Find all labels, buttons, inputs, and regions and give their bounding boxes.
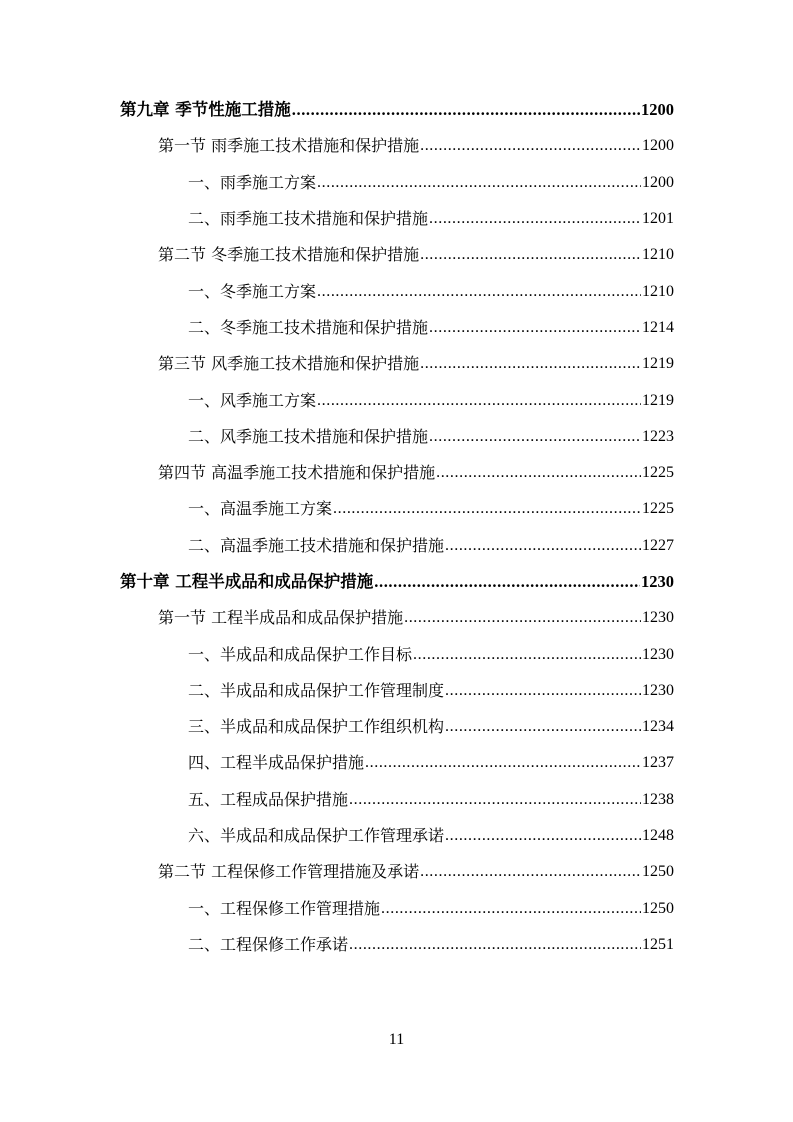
toc-entry[interactable] bbox=[0, 745, 793, 781]
toc-entry[interactable] bbox=[0, 528, 793, 564]
toc-entry-title: 一、半成品和成品保护工作目标 bbox=[188, 644, 413, 664]
toc-entry-title: 第二节 工程保修工作管理措施及承诺 bbox=[158, 862, 420, 882]
toc-dot-leader bbox=[374, 572, 640, 592]
toc-entry[interactable] bbox=[0, 273, 793, 309]
toc-entry[interactable] bbox=[0, 346, 793, 382]
toc-dot-leader bbox=[429, 209, 641, 229]
toc-dot-leader bbox=[349, 790, 641, 810]
toc-dot-leader bbox=[365, 753, 641, 773]
toc-entry-page: 1230 bbox=[642, 609, 674, 627]
toc-entry-title: 四、工程半成品保护措施 bbox=[188, 753, 365, 773]
toc-entry-page: 1201 bbox=[642, 210, 674, 228]
toc-dot-leader bbox=[429, 318, 641, 338]
toc-entry-title: 第十章 工程半成品和成品保护措施 bbox=[120, 572, 374, 591]
toc-dot-leader bbox=[292, 100, 640, 120]
toc-entry[interactable] bbox=[0, 455, 793, 491]
toc-dot-leader bbox=[445, 536, 641, 556]
toc-entry-page: 1200 bbox=[642, 137, 674, 155]
toc-entry-page: 1210 bbox=[642, 282, 674, 300]
toc-entry-page: 1238 bbox=[642, 790, 674, 808]
toc-entry[interactable] bbox=[0, 600, 793, 636]
toc-entry[interactable] bbox=[0, 854, 793, 890]
toc-entry[interactable] bbox=[0, 818, 793, 854]
toc-entry[interactable] bbox=[0, 564, 793, 600]
toc-entry[interactable] bbox=[0, 201, 793, 237]
toc-entry-title: 六、半成品和成品保护工作管理承诺 bbox=[188, 826, 445, 846]
toc-dot-leader bbox=[317, 391, 641, 411]
toc-entry-page: 1230 bbox=[642, 645, 674, 663]
toc-dot-leader bbox=[413, 645, 641, 665]
toc-entry[interactable] bbox=[0, 165, 793, 201]
toc-entry-page: 1251 bbox=[642, 935, 674, 953]
toc-entry-title: 第九章 季节性施工措施 bbox=[120, 100, 291, 120]
toc-entry-title: 一、工程保修工作管理措施 bbox=[188, 898, 381, 918]
toc-entry-page: 1237 bbox=[642, 754, 674, 772]
toc-entry-title: 二、雨季施工技术措施和保护措施 bbox=[188, 209, 429, 229]
toc-entry[interactable] bbox=[0, 419, 793, 455]
toc-dot-leader bbox=[420, 245, 641, 265]
toc-entry[interactable] bbox=[0, 709, 793, 745]
toc-dot-leader bbox=[436, 463, 641, 483]
toc-dot-leader bbox=[429, 427, 641, 447]
toc-entry-title: 第二节 冬季施工技术措施和保护措施 bbox=[158, 245, 420, 265]
toc-entry[interactable] bbox=[0, 237, 793, 273]
toc-dot-leader bbox=[420, 862, 641, 882]
toc-entry[interactable] bbox=[0, 891, 793, 927]
toc-entry-title: 第三节 风季施工技术措施和保护措施 bbox=[158, 354, 420, 374]
toc-entry-page: 1230 bbox=[642, 681, 674, 699]
toc-entry[interactable] bbox=[0, 673, 793, 709]
toc-entry-title: 二、高温季施工技术措施和保护措施 bbox=[188, 535, 445, 555]
toc-dot-leader bbox=[445, 681, 641, 701]
toc-entry-title: 第四节 高温季施工技术措施和保护措施 bbox=[158, 463, 436, 483]
toc-entry-title: 一、冬季施工方案 bbox=[188, 281, 317, 301]
toc-dot-leader bbox=[349, 935, 641, 955]
toc-entry-title: 一、雨季施工方案 bbox=[188, 172, 317, 192]
toc-dot-leader bbox=[381, 899, 641, 919]
toc-entry-title: 第一节 雨季施工技术措施和保护措施 bbox=[158, 136, 420, 156]
toc-entry-title: 一、高温季施工方案 bbox=[188, 499, 333, 519]
table-of-contents bbox=[0, 92, 793, 963]
toc-entry-page: 1225 bbox=[642, 464, 674, 482]
toc-entry[interactable] bbox=[0, 491, 793, 527]
toc-dot-leader bbox=[333, 499, 641, 519]
toc-dot-leader bbox=[317, 282, 641, 302]
toc-entry-page: 1250 bbox=[642, 899, 674, 917]
toc-entry-page: 1200 bbox=[641, 100, 674, 120]
toc-entry-title: 三、半成品和成品保护工作组织机构 bbox=[188, 717, 445, 737]
toc-entry[interactable] bbox=[0, 782, 793, 818]
toc-dot-leader bbox=[420, 136, 641, 156]
toc-entry[interactable] bbox=[0, 310, 793, 346]
toc-entry-page: 1200 bbox=[642, 173, 674, 191]
page-number: 11 bbox=[388, 1031, 405, 1048]
toc-entry-title: 二、冬季施工技术措施和保护措施 bbox=[188, 317, 429, 337]
toc-entry-page: 1250 bbox=[642, 863, 674, 881]
toc-entry-page: 1214 bbox=[642, 318, 674, 336]
toc-entry-page: 1210 bbox=[642, 246, 674, 264]
toc-entry-page: 1219 bbox=[642, 355, 674, 373]
toc-dot-leader bbox=[445, 826, 641, 846]
toc-entry-page: 1223 bbox=[642, 427, 674, 445]
toc-entry-page: 1234 bbox=[642, 718, 674, 736]
toc-entry-title: 二、风季施工技术措施和保护措施 bbox=[188, 426, 429, 446]
toc-dot-leader bbox=[317, 173, 641, 193]
toc-entry-title: 二、半成品和成品保护工作管理制度 bbox=[188, 680, 445, 700]
toc-entry-title: 二、工程保修工作承诺 bbox=[188, 934, 349, 954]
toc-entry[interactable] bbox=[0, 382, 793, 418]
toc-entry[interactable] bbox=[0, 927, 793, 963]
toc-entry-title: 五、工程成品保护措施 bbox=[188, 789, 349, 809]
toc-entry-page: 1227 bbox=[642, 536, 674, 554]
toc-entry-page: 1230 bbox=[641, 572, 674, 591]
toc-entry-title: 第一节 工程半成品和成品保护措施 bbox=[158, 608, 404, 628]
toc-entry-page: 1225 bbox=[642, 500, 674, 518]
toc-entry-title: 一、风季施工方案 bbox=[188, 390, 317, 410]
toc-entry[interactable] bbox=[0, 128, 793, 164]
toc-entry-page: 1248 bbox=[642, 827, 674, 845]
toc-dot-leader bbox=[420, 354, 641, 374]
toc-dot-leader bbox=[445, 717, 641, 737]
toc-dot-leader bbox=[404, 608, 641, 628]
toc-entry[interactable] bbox=[0, 636, 793, 672]
toc-entry-page: 1219 bbox=[642, 391, 674, 409]
toc-entry[interactable] bbox=[0, 92, 793, 128]
